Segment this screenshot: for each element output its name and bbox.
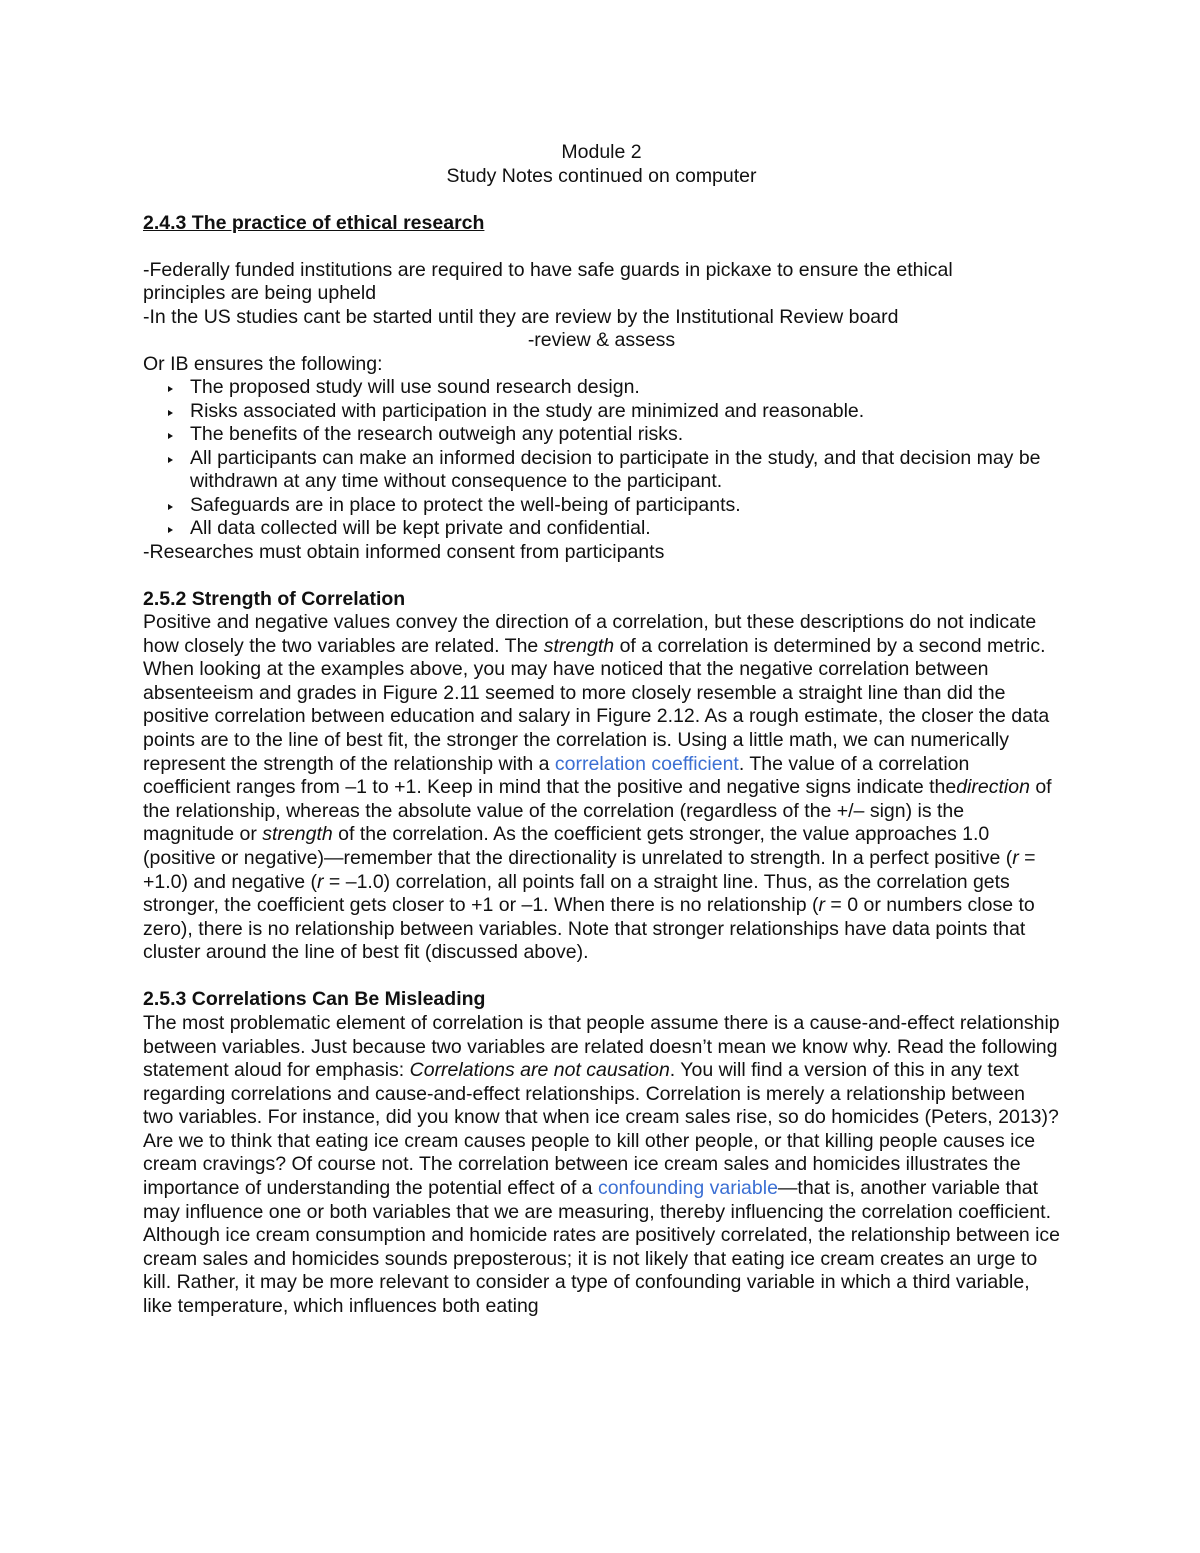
text-run: . You will find a version of this in any text regarding correlations and cause-and-effect relationships. Correlation is merely a relationship between two variables. For instance, did you know that when ice cream sales rise, so do homicides (Peters, 2013)? Are we to think that eating ice cream causes people to kill other people, or that killing people causes ice cream cravings? Of course not. The correlation between ice cream sales and homicides illustrates the importance of understanding the potential effect of a	[143, 1059, 1059, 1200]
section-heading-misleading: 2.5.3 Correlations Can Be Misleading	[143, 988, 486, 1011]
text-run: of the relationship, whereas the absolute value of the correlation (regardless of the +/– sign) is the magnitude or	[143, 776, 1052, 846]
italic-text: r	[317, 870, 324, 893]
confounding-variable-link[interactable]: confounding variable	[597, 1177, 778, 1200]
paragraph	[143, 658, 1060, 965]
section-ethical-research	[143, 212, 1060, 236]
bullet-item: The proposed study will use sound research design.	[190, 376, 1060, 400]
paragraph	[143, 611, 1060, 658]
note-line: -Federally funded institutions are required to have safe guards in pickaxe to ensure the ethical	[143, 258, 953, 281]
italic-text: strength	[262, 823, 333, 846]
text-run: Positive and negative values convey the direction of a correlation, but these descriptions do not indicate how closely the two variables are related. The	[143, 611, 1037, 657]
document-subtitle: Study Notes continued on computer	[446, 165, 757, 187]
correlation-coefficient-link[interactable]: correlation coefficient	[554, 752, 739, 775]
note-line: -Researches must obtain informed consent from participants	[143, 540, 665, 563]
italic-text: r	[1012, 846, 1019, 869]
text-run: When looking at the examples above, you may have noticed that the negative correlation between absenteeism and grades in Figure 2.11 seemed to more closely resemble a straight line than did the positive correlation between education and salary in Figure 2.12. As a rough estimate, the closer the data points are to the line of best fit, the stronger the correlation is. Using a little math, we can numerically represent the strength of the relationship with a	[143, 658, 1050, 775]
spacer	[143, 235, 1060, 259]
section-heading-strength: 2.5.2 Strength of Correlation	[143, 587, 406, 610]
bullet-item: All data collected will be kept private and confidential.	[190, 517, 1060, 541]
bullet-item: The benefits of the research outweigh any potential risks.	[190, 423, 1060, 447]
text-run: —that is, another variable that may influence one or both variables that we are measuring, thereby influencing the correlation coefficient. Although ice cream consumption and homicide rates are positively correlated, the relationship between ice cream sales and homicides sounds preposterous; it is not likely that eating ice cream creates an urge to kill. Rather, it may be more relevant to consider a type of confounding variable in which a third variable, like temperature, which influences both eating	[143, 1177, 1061, 1318]
italic-text: strength	[543, 634, 615, 657]
italic-text: Correlations are not causation	[409, 1059, 670, 1082]
italic-text: direction	[956, 776, 1030, 799]
text-run: of the correlation. As the coefficient gets stronger, the value approaches 1.0 (positive or negative)—remember that the directionality is unrelated to strength. In a perfect positive (	[143, 823, 1013, 869]
text-run: . The value of a correlation coefficient ranges from –1 to +1. Keep in mind that the positive and negative signs indicate the	[143, 752, 970, 799]
document-title: Module 2	[561, 141, 642, 163]
note-line-centered: -review & assess	[527, 329, 676, 351]
bullet-item: All participants can make an informed decision to participate in the study, and that decision may be withdrawn at any time without consequence to the participant.	[190, 447, 1060, 494]
bullet-item: Safeguards are in place to protect the well-being of participants.	[190, 494, 1060, 518]
note-line: principles are being upheld	[143, 282, 377, 304]
text-run: = 0 or numbers close to zero), there is no relationship between variables. Note that stronger relationships have data points that cluster around the line of best fit (discussed above).	[143, 894, 1035, 964]
note-line: Or IB ensures the following:	[143, 352, 383, 375]
spacer	[143, 965, 1060, 989]
text-run: = –1.0) correlation, all points fall on a straight line. Thus, as the correlation gets stronger, the coefficient gets closer to +1 or –1. When there is no relationship (	[143, 870, 1010, 917]
irb-bullet-list	[143, 376, 1060, 541]
note-line: -In the US studies cant be started until they are review by the Institutional Review board	[143, 305, 899, 328]
text-run: The most problematic element of correlation is that people assume there is a cause-and-effect relationship between variables. Just because two variables are related doesn’t mean we know why. Read the following statement aloud for emphasis:	[143, 1011, 1060, 1082]
spacer	[143, 564, 1060, 588]
text-run: of a correlation is determined by a second metric.	[614, 634, 1046, 657]
spacer	[143, 188, 1060, 212]
text-run: = +1.0) and negative (	[143, 846, 1036, 893]
bullet-item: Risks associated with participation in the study are minimized and reasonable.	[190, 400, 1060, 424]
italic-text: r	[818, 894, 825, 917]
section-heading-ethical-research: 2.4.3 The practice of ethical research	[143, 211, 485, 234]
paragraph	[143, 1012, 1060, 1319]
